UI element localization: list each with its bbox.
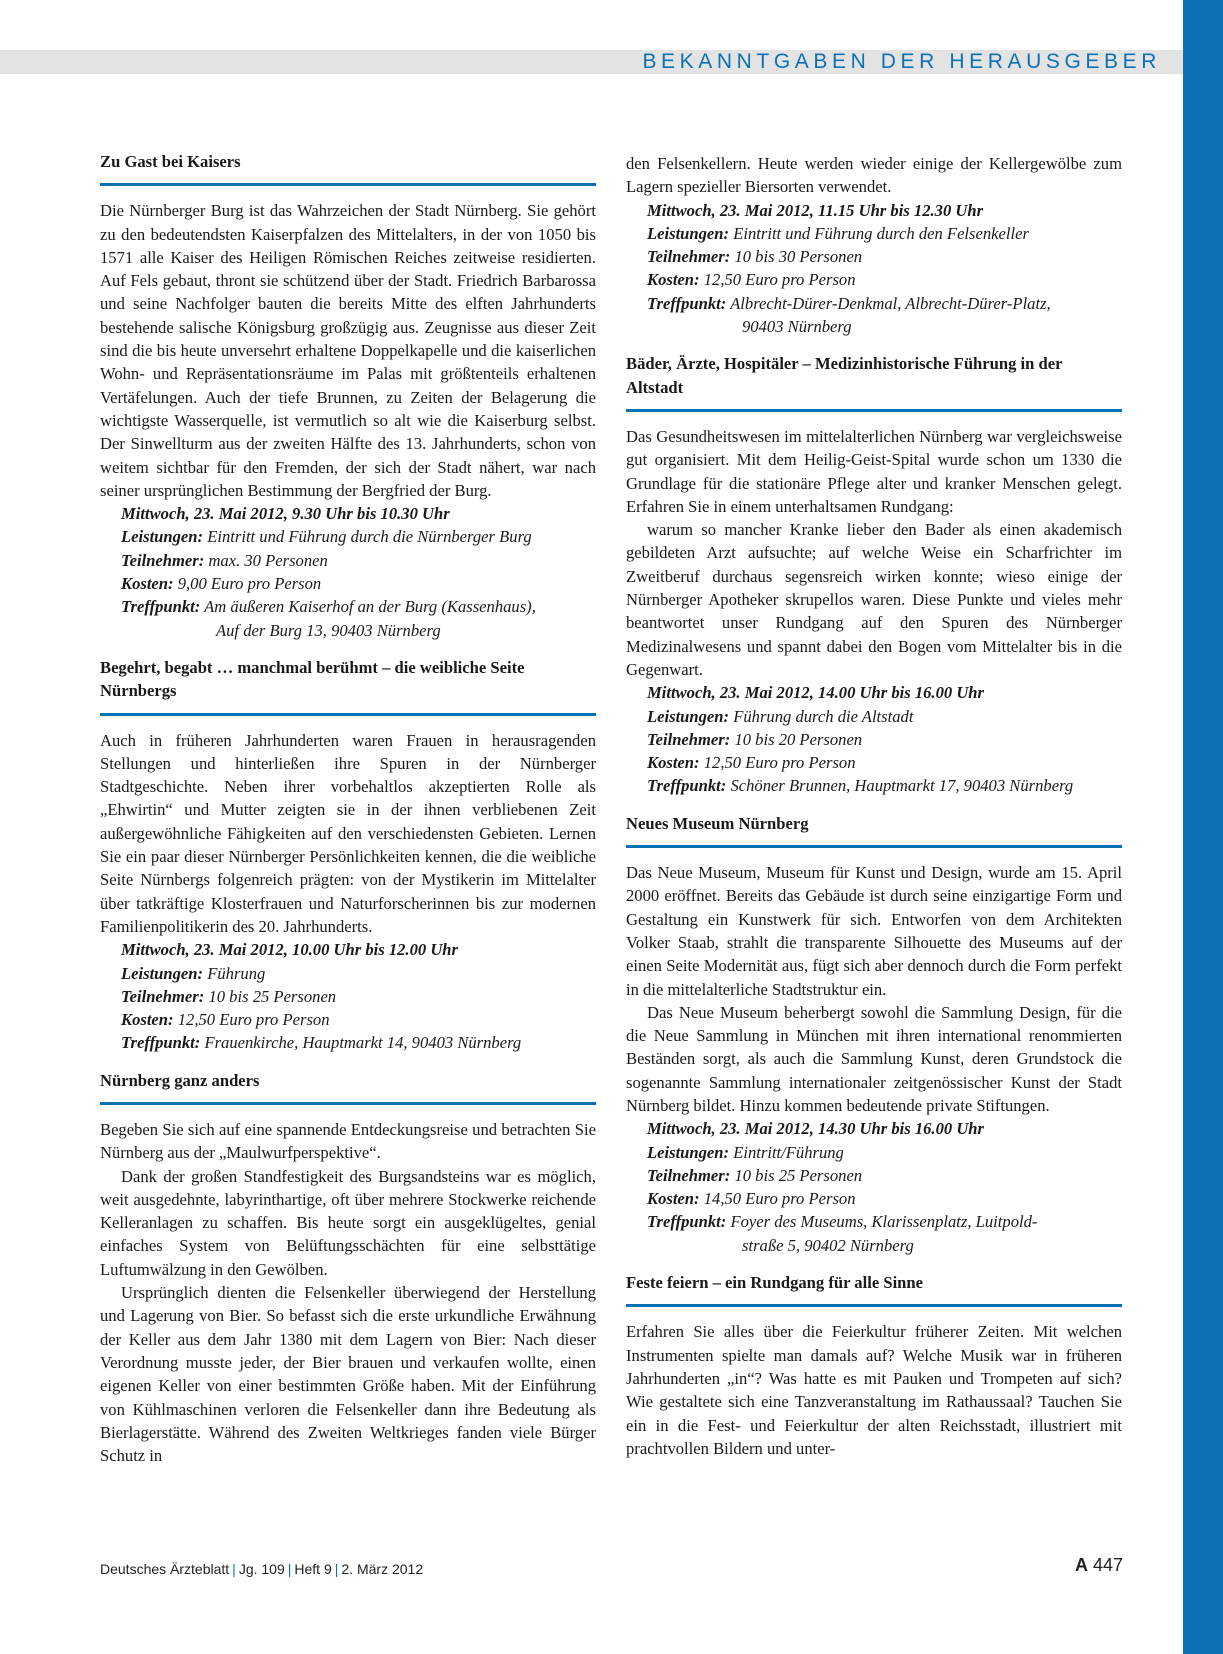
footer-issue: Heft 9 xyxy=(294,1561,332,1577)
article-title: Bäder, Ärzte, Hospitäler – Medizinhistorische Führung in der Altstadt xyxy=(626,354,1063,397)
title-rule xyxy=(100,1102,596,1105)
article-paragraph: Dank der großen Standfestigkeit des Burgsandsteins war es möglich, weit ausgedehnte, labyrinthartige, oft über mehrere Stockwerke reichende Kelleranlagen zu schaffen. Bis heute sorgt ein ausgeklügeltes, genial einfaches System von Belüftungsschächten für eine selbsttätige Luftumwälzung in den Gewölben. xyxy=(100,1166,596,1279)
value-treffpunkt: Foyer des Museums, Klarissenplatz, Luitpold- xyxy=(730,1212,1038,1232)
value-treffpunkt-cont: straße 5, 90402 Nürnberg xyxy=(742,1235,914,1255)
article-paragraph: den Felsenkellern. Heute werden wieder einige der Kellergewölbe zum Lagern spezieller Biersorten verwendet. xyxy=(626,154,1122,197)
event-info xyxy=(626,681,1122,797)
article-zu-gast-bei-kaisers xyxy=(100,150,596,642)
article-title: Feste feiern – ein Rundgang für alle Sinne xyxy=(626,1273,924,1293)
event-info xyxy=(626,1117,1122,1257)
article-feste-feiern xyxy=(626,1271,1122,1460)
label-teilnehmer: Teilnehmer: xyxy=(647,247,731,267)
label-treffpunkt: Treffpunkt: xyxy=(121,597,201,617)
event-date: Mittwoch, 23. Mai 2012, 14.00 Uhr bis 16.00 Uhr xyxy=(647,683,984,703)
label-kosten: Kosten: xyxy=(647,270,700,290)
footer-journal: Deutsches Ärzteblatt xyxy=(100,1561,230,1577)
page-prefix: A xyxy=(1074,1555,1088,1575)
article-paragraph: Erfahren Sie alles über die Feierkultur früherer Zeiten. Mit welchen Instrumenten spielte man damals auf? Welche Musik war in früheren Jahrhunderten „in“? Was hatte es mit Pauken und Trompeten auf sich? Wie gestaltete sich eine Tanzveranstaltung im Rathaussaal? Tauchen Sie ein in die Fest- und Feierkultur der alten Reichsstadt, illustriert mit prachtvollen Bildern und unter- xyxy=(626,1322,1122,1458)
article-title: Zu Gast bei Kaisers xyxy=(100,152,241,171)
article-paragraph: Das Neue Museum, Museum für Kunst und Design, wurde am 15. April 2000 eröffnet. Bereits das Gebäude ist durch seine einzigartige Form und Gestaltung ein Kunstwerk für sich. Entworfen von dem Architekten Volker Staab, strahlt die transparente Silhouette des Museums auf der einen Seite Modernität aus, fügt sich aber dennoch durch die Form perfekt in die mittelalterliche Stadtstruktur ein. xyxy=(626,863,1122,999)
label-treffpunkt: Treffpunkt: xyxy=(121,1033,201,1053)
label-kosten: Kosten: xyxy=(121,1010,174,1030)
value-leistungen: Führung xyxy=(207,963,266,983)
event-info xyxy=(100,938,596,1054)
title-rule xyxy=(100,713,596,716)
title-rule xyxy=(626,409,1122,412)
right-column xyxy=(626,152,1122,1460)
page-number-value: 447 xyxy=(1092,1555,1123,1575)
article-paragraph: Die Nürnberger Burg ist das Wahrzeichen der Stadt Nürnberg. Sie gehört zu den bedeutendsten Kaiserpfalzen des Mittelalters, in der von 1050 bis 1571 alle Kaiser des Heiligen Römischen Reiches zeitweise residierten. Auf Fels gebaut, thront sie schützend über der Stadt. Friedrich Barbarossa und seine Nachfolger bauten die bereits Mitte des elften Jahrhunderts bestehende salische Königsburg großzügig aus. Zeugnisse aus dieser Zeit sind die bis heute unversehrt erhaltene Doppelkapelle und die kaiserlichen Wohn- und Repräsentationsräume im Palas mit größtenteils erhaltenen Vertäfelungen. Auch der tiefe Brunnen, zu Zeiten der Belagerung die wichtigste Wasserquelle, ist vermutlich so alt wie die Kaiserburg selbst. Der Sinwellturm aus der zweiten Hälfte des 13. Jahrhunderts, schon von weitem sichtbar für den Fremden, der sich der Stadt nähert, war nach seiner ursprünglichen Bestimmung der Bergfried der Burg. xyxy=(100,201,596,500)
value-teilnehmer: 10 bis 20 Personen xyxy=(734,729,863,749)
article-title: Begehrt, begabt … manchmal berühmt – die weibliche Seite Nürnbergs xyxy=(100,657,525,701)
label-treffpunkt: Treffpunkt: xyxy=(647,1212,727,1232)
article-nuernberg-ganz-anders-cont xyxy=(626,152,1122,338)
article-paragraph: Ursprünglich dienten die Felsenkeller überwiegend der Herstellung und Lagerung von Bier. So befasst sich die erste urkundliche Erwähnung der Keller aus dem Jahr 1380 mit dem Lagern von Bier: Nach dieser Verordnung musste jeder, der Bier brauen und verkaufen wollte, einen eigenen Keller von einer bestimmten Größe haben. Mit der Einführung von Kühlmaschinen verloren die Felsenkeller dann ihre Bedeutung als Bierlagerstätte. Während des Zweiten Weltkrieges fanden viele Bürger Schutz in xyxy=(100,1283,596,1466)
value-treffpunkt: Schöner Brunnen, Hauptmarkt 17, 90403 Nürnberg xyxy=(730,776,1074,796)
value-treffpunkt: Albrecht-Dürer-Denkmal, Albrecht-Dürer-Platz, xyxy=(730,293,1051,313)
value-treffpunkt: Am äußeren Kaiserhof an der Burg (Kassenhaus), xyxy=(204,597,536,617)
article-title: Nürnberg ganz anders xyxy=(100,1070,260,1090)
event-info xyxy=(626,199,1122,339)
article-paragraph: Das Neue Museum beherbergt sowohl die Sammlung Design, für die die Neue Sammlung in München mit ihren international renommierten Beständen sorgt, als auch die Sammlung Kunst, deren Grundstock die sogenannte Sammlung internationaler zeitgenössischer Kunst der Stadt Nürnberg bildet. Hinzu kommen bedeutende private Stiftungen. xyxy=(626,1002,1122,1115)
value-kosten: 12,50 Euro pro Person xyxy=(703,270,856,290)
value-kosten: 12,50 Euro pro Person xyxy=(703,753,856,773)
value-teilnehmer: max. 30 Personen xyxy=(208,550,328,570)
footer-date: 2. März 2012 xyxy=(341,1561,424,1577)
value-teilnehmer: 10 bis 25 Personen xyxy=(734,1165,863,1185)
article-nuernberg-ganz-anders xyxy=(100,1069,596,1468)
event-info xyxy=(100,502,596,642)
value-treffpunkt: Frauenkirche, Hauptmarkt 14, 90403 Nürnberg xyxy=(204,1033,522,1053)
label-kosten: Kosten: xyxy=(121,574,174,594)
label-teilnehmer: Teilnehmer: xyxy=(647,729,731,749)
label-teilnehmer: Teilnehmer: xyxy=(121,550,205,570)
value-leistungen: Eintritt und Führung durch den Felsenkeller xyxy=(733,223,1029,243)
label-leistungen: Leistungen: xyxy=(647,706,730,726)
left-column xyxy=(100,150,596,1467)
article-neues-museum xyxy=(626,812,1122,1257)
value-teilnehmer: 10 bis 30 Personen xyxy=(734,247,863,267)
article-paragraph: Das Gesundheitswesen im mittelalterlichen Nürnberg war vergleichsweise gut organisiert. Mit dem Heilig-Geist-Spital wurde schon um 1330 die Grundlage für die stationäre Pflege alter und kranker Menschen gelegt. Erfahren Sie in einem unterhaltsamen Rundgang: xyxy=(626,426,1122,516)
value-teilnehmer: 10 bis 25 Personen xyxy=(208,986,337,1006)
label-leistungen: Leistungen: xyxy=(647,1142,730,1162)
label-leistungen: Leistungen: xyxy=(121,527,204,547)
value-kosten: 9,00 Euro pro Person xyxy=(177,574,322,594)
value-leistungen: Eintritt/Führung xyxy=(733,1142,844,1162)
label-kosten: Kosten: xyxy=(647,753,700,773)
label-leistungen: Leistungen: xyxy=(121,963,204,983)
footer-citation: Deutsches Ärzteblatt | Jg. 109 | Heft 9 | 2. März 2012 xyxy=(100,1561,424,1577)
section-label: BEKANNTGABEN DER HERAUSGEBER xyxy=(642,50,1161,73)
value-kosten: 12,50 Euro pro Person xyxy=(177,1010,330,1030)
event-date: Mittwoch, 23. Mai 2012, 9.30 Uhr bis 10.30 Uhr xyxy=(121,504,450,524)
title-rule xyxy=(626,1304,1122,1307)
title-rule xyxy=(100,183,596,186)
label-treffpunkt: Treffpunkt: xyxy=(647,293,727,313)
article-baeder-aerzte-hospitaeler xyxy=(626,352,1122,797)
label-treffpunkt: Treffpunkt: xyxy=(647,776,727,796)
value-leistungen: Eintritt und Führung durch die Nürnberger Burg xyxy=(207,527,532,547)
value-leistungen: Führung durch die Altstadt xyxy=(733,706,914,726)
label-teilnehmer: Teilnehmer: xyxy=(647,1165,731,1185)
value-treffpunkt-cont: Auf der Burg 13, 90403 Nürnberg xyxy=(216,620,441,640)
page-number xyxy=(1075,1555,1123,1576)
value-treffpunkt-cont: 90403 Nürnberg xyxy=(742,317,852,337)
article-paragraph: Auch in früheren Jahrhunderten waren Frauen in herausragenden Stellungen und hinterließen ihre Spuren in der Nürnberger Stadtgeschichte. Neben ihrer vorbehaltlos akzeptierten Rolle als „Ehwirtin“ und Mutter zeigten sie in der ihnen verbliebenen Zeit außergewöhnliche Fähigkeiten auf den verschiedensten Gebieten. Lernen Sie ein paar dieser Nürnberger Persönlichkeiten kennen, die die weibliche Seite Nürnbergs folgenreich prägten: von der Mystikerin im Mittelalter über tatkräftige Klosterfrauen und Naturforscherinnen bis zur modernen Familienpolitikerin des 20. Jahrhunderts. xyxy=(100,730,596,936)
label-teilnehmer: Teilnehmer: xyxy=(121,986,205,1006)
label-leistungen: Leistungen: xyxy=(647,223,730,243)
article-paragraph: Begeben Sie sich auf eine spannende Entdeckungsreise und betrachten Sie Nürnberg aus der „Maulwurfperspektive“. xyxy=(100,1119,596,1163)
article-paragraph: warum so mancher Kranke lieber den Bader als einen akademisch gebildeten Arzt aufsuchte; auf welche Weise ein Scharfrichter im Zweitberuf durchaus segensreich wirken konnte; wieso einige der Nürnberger Apotheker skrupellos waren. Diese Punkte und vieles mehr beantwortet unser Rundgang auf den Spuren des Nürnberger Medizinalwesens und spannt dabei den Bogen vom Mittelalter bis in die Gegenwart. xyxy=(626,520,1122,679)
label-kosten: Kosten: xyxy=(647,1189,700,1209)
article-title: Neues Museum Nürnberg xyxy=(626,813,809,833)
side-accent-bar xyxy=(1183,0,1223,1654)
footer-volume: Jg. 109 xyxy=(238,1561,285,1577)
event-date: Mittwoch, 23. Mai 2012, 10.00 Uhr bis 12.00 Uhr xyxy=(121,940,458,960)
event-date: Mittwoch, 23. Mai 2012, 11.15 Uhr bis 12.30 Uhr xyxy=(647,200,984,220)
title-rule xyxy=(626,845,1122,848)
article-weibliche-seite xyxy=(100,656,596,1055)
value-kosten: 14,50 Euro pro Person xyxy=(703,1189,856,1209)
event-date: Mittwoch, 23. Mai 2012, 14.30 Uhr bis 16.00 Uhr xyxy=(647,1119,984,1139)
